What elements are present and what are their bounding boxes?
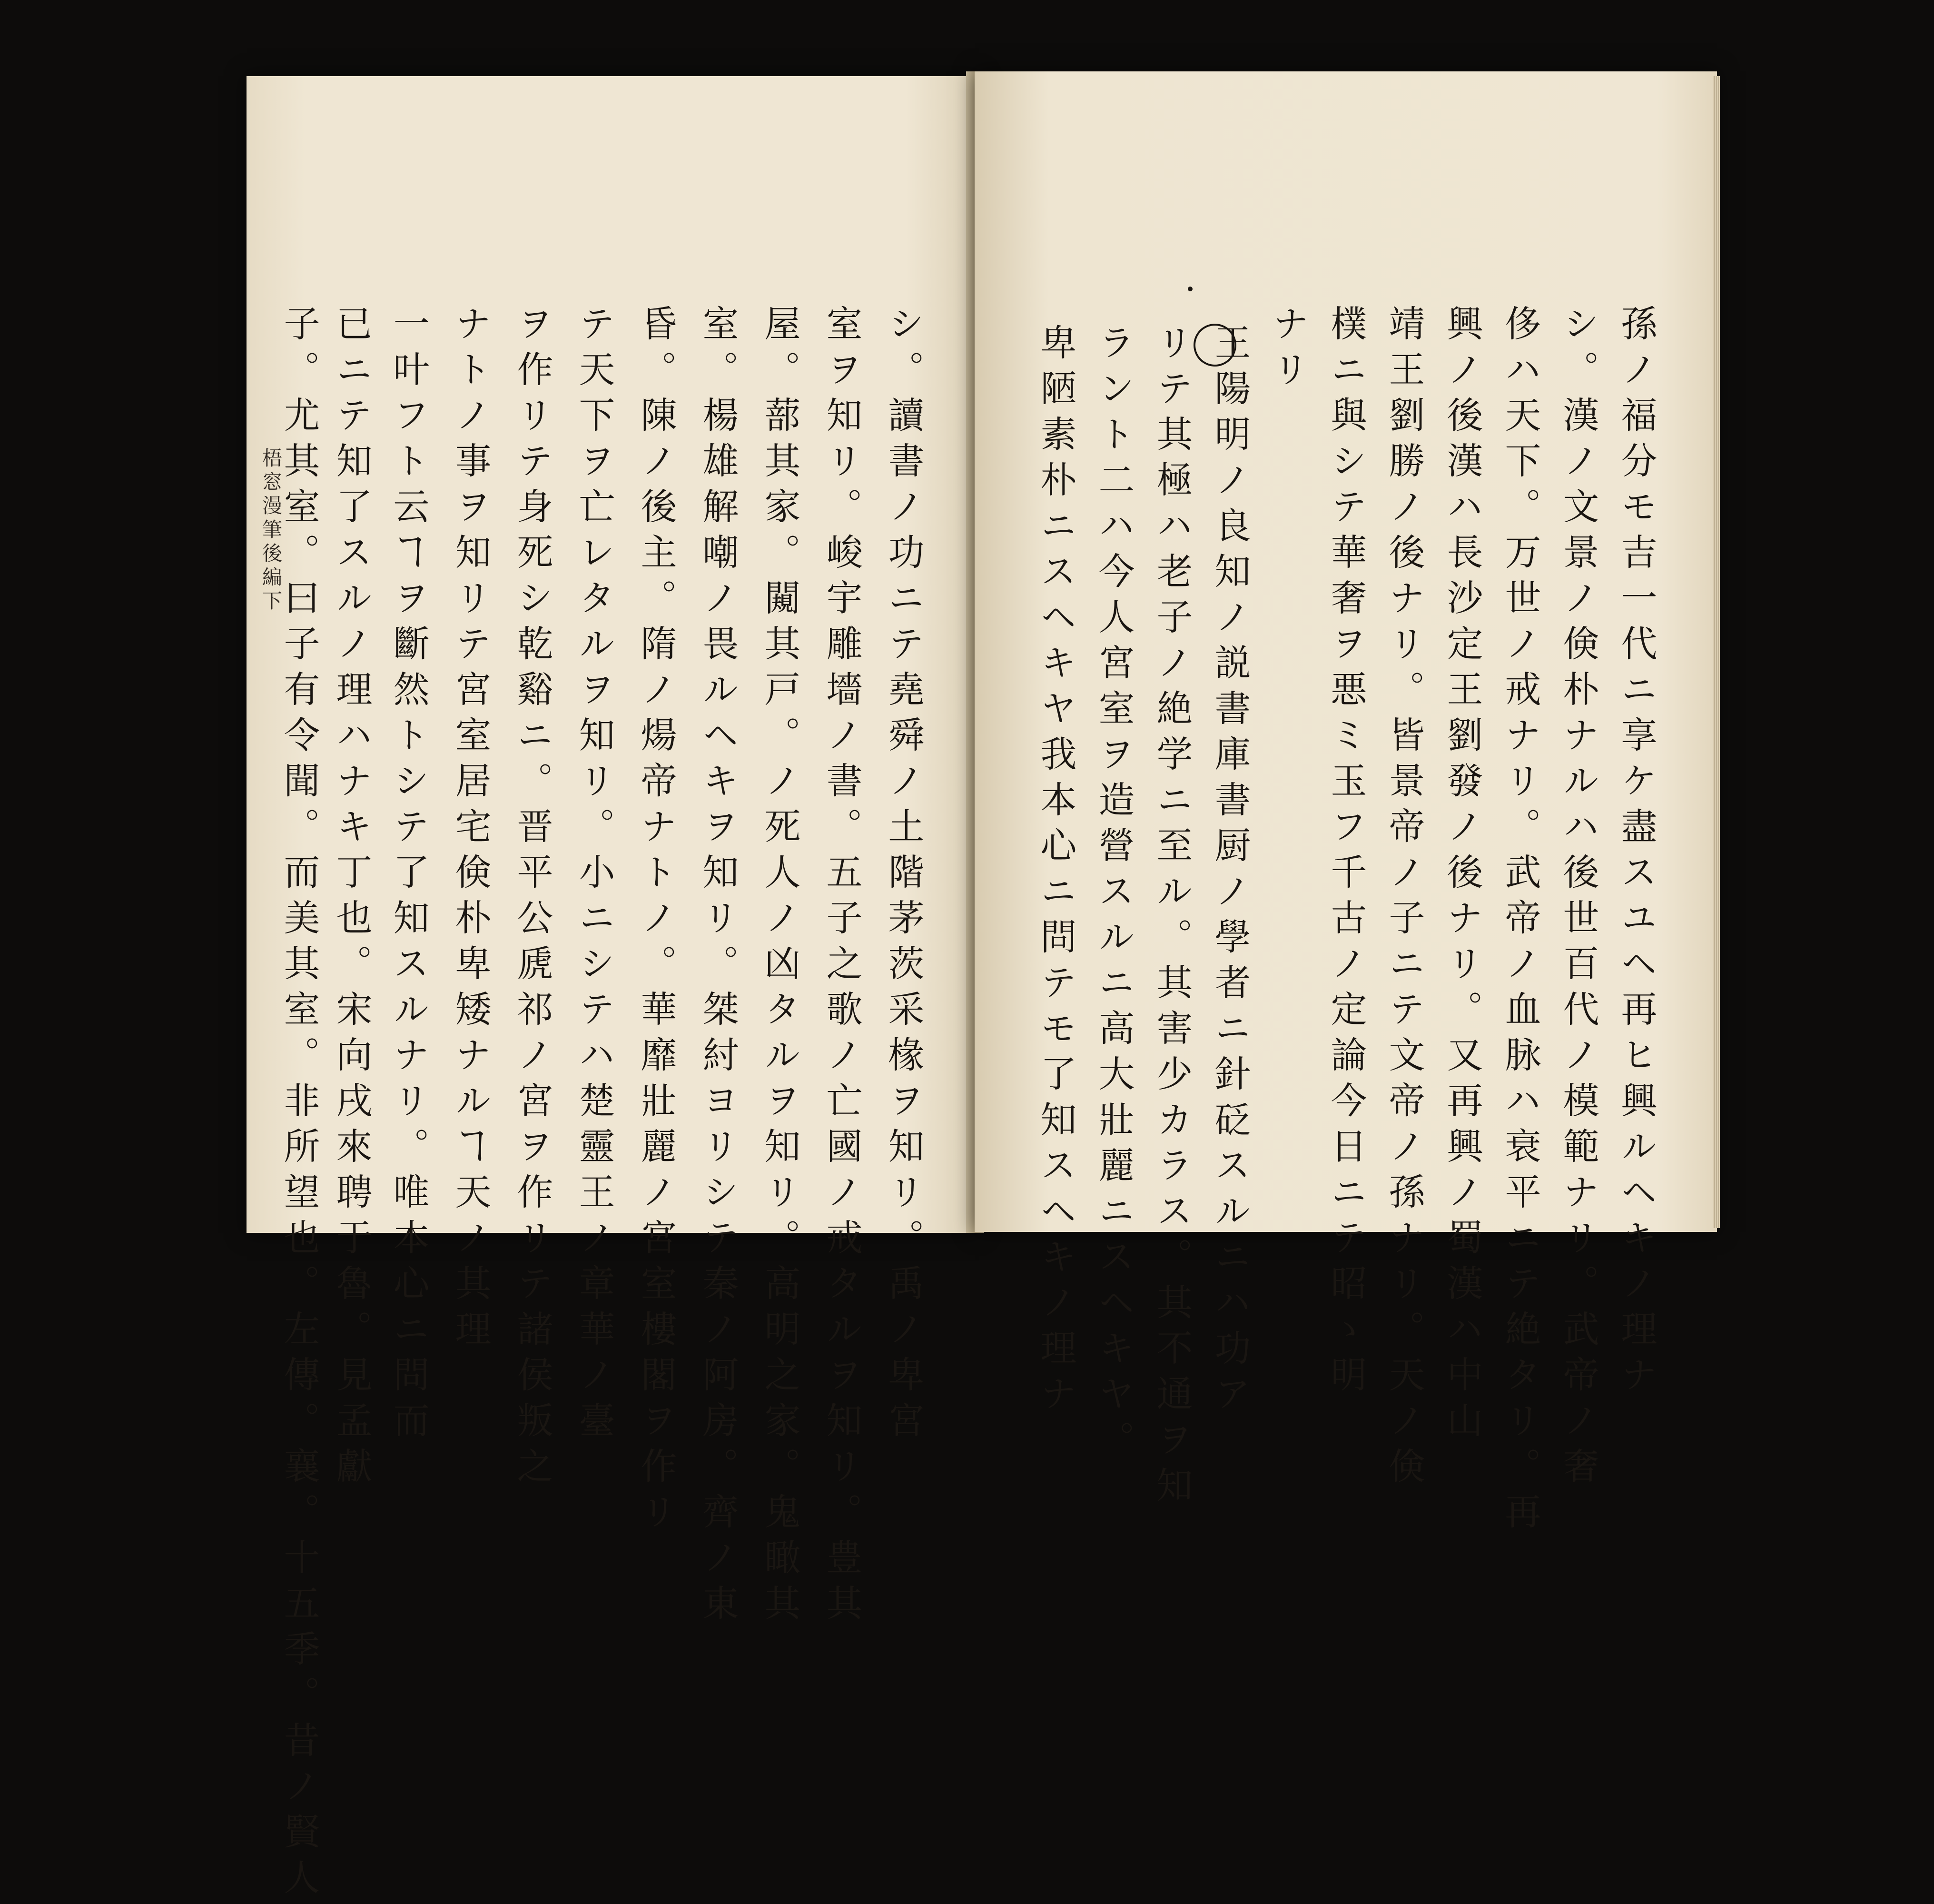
right-col-7: ナリ (1267, 305, 1309, 396)
left-col-7: ヲ作リテ身死シ乾谿ニ。晋平公虒祁ノ宮ヲ作リテ諸侯叛之 (511, 305, 553, 1493)
page-heading: 梧窓漫筆後編下 (259, 447, 283, 614)
right-col-5: 靖王劉勝ノ後ナリ。皆景帝ノ子ニテ文帝ノ孫ナリ。天ノ倹 (1383, 305, 1425, 1493)
left-col-11: 子。尤其室。曰子有令聞。而美其室。非所望也。左傳。襄。十五季。昔ノ賢人 (278, 305, 320, 1904)
left-col-9: 一叶フト云ヿヲ斷然トシテ了知スルナリ。唯本心ニ問而 (387, 305, 430, 1447)
binding-hole (1188, 287, 1193, 291)
left-col-3: 屋。蔀其家。闚其戸。ノ死人ノ凶タルヲ知リ。高明之家。鬼瞰其 (759, 305, 801, 1630)
right-col-2: シ。漢ノ文景ノ倹朴ナルハ後世百代ノ模範ナリ。武帝ノ奢 (1557, 305, 1599, 1493)
right-col-6: 樸ニ與シテ華奢ヲ悪ミ玉フ千古ノ定論今日ニテ昭ゝ明 (1325, 305, 1367, 1401)
right-col-4: 興ノ後漢ハ長沙定王劉發ノ後ナリ。又再興ノ蜀漢ハ中山 (1441, 305, 1483, 1447)
right-col-1: 孫ノ福分モ吉一代ニ享ケ盡スユヘ再ヒ興ルヘキノ理ナ (1615, 305, 1658, 1401)
right-col-9: リテ其極ハ老子ノ絶学ニ至ル。其害少カラス。其不通ヲ知 (1151, 324, 1193, 1512)
right-col-3: 侈ハ天下。万世ノ戒ナリ。武帝ノ血脉ハ衰平ニテ絶タリ。再 (1499, 305, 1541, 1538)
page-edges (1713, 76, 1720, 1228)
left-col-2: 室ヲ知リ。峻宇雕墻ノ書。五子之歌ノ亡國ノ戒タルヲ知リ。豊其 (820, 305, 863, 1630)
left-col-4: 室。楊雄解嘲ノ畏ルヘキヲ知リ。桀紂ヨリシテ秦ノ阿房。齊ノ東 (697, 305, 739, 1630)
left-col-1: シ。讀書ノ功ニテ堯舜ノ土階茅茨采椽ヲ知リ。禹ノ卑宮 (882, 305, 925, 1447)
right-col-8: 王陽明ノ良知ノ説書庫書厨ノ學者ニ針砭スルニハ功ア (1209, 324, 1251, 1420)
right-col-10: ラント二ハ今人宮室ヲ造營スルニ高大壯麗ニスヘキヤ。 (1093, 324, 1135, 1466)
left-col-10: 已ニテ知了スルノ理ハナキ丁也。宋向戌來聘于魯。見孟獻 (330, 305, 373, 1493)
right-col-11: 卑陋素朴ニスヘキヤ我本心ニ問テモ了知スヘキノ理ナ (1035, 324, 1077, 1420)
left-col-5: 昏。陳ノ後主。隋ノ煬帝ナトノ。華靡壯麗ノ宮室樓閣ヲ作リ (635, 305, 677, 1538)
left-col-6: テ天下ヲ亡レタルヲ知リ。小ニシテハ楚靈王ノ章華ノ臺 (573, 305, 615, 1447)
left-col-8: ナトノ事ヲ知リテ宮室居宅倹朴卑矮ナルヿ天ノ其理 (449, 305, 492, 1356)
